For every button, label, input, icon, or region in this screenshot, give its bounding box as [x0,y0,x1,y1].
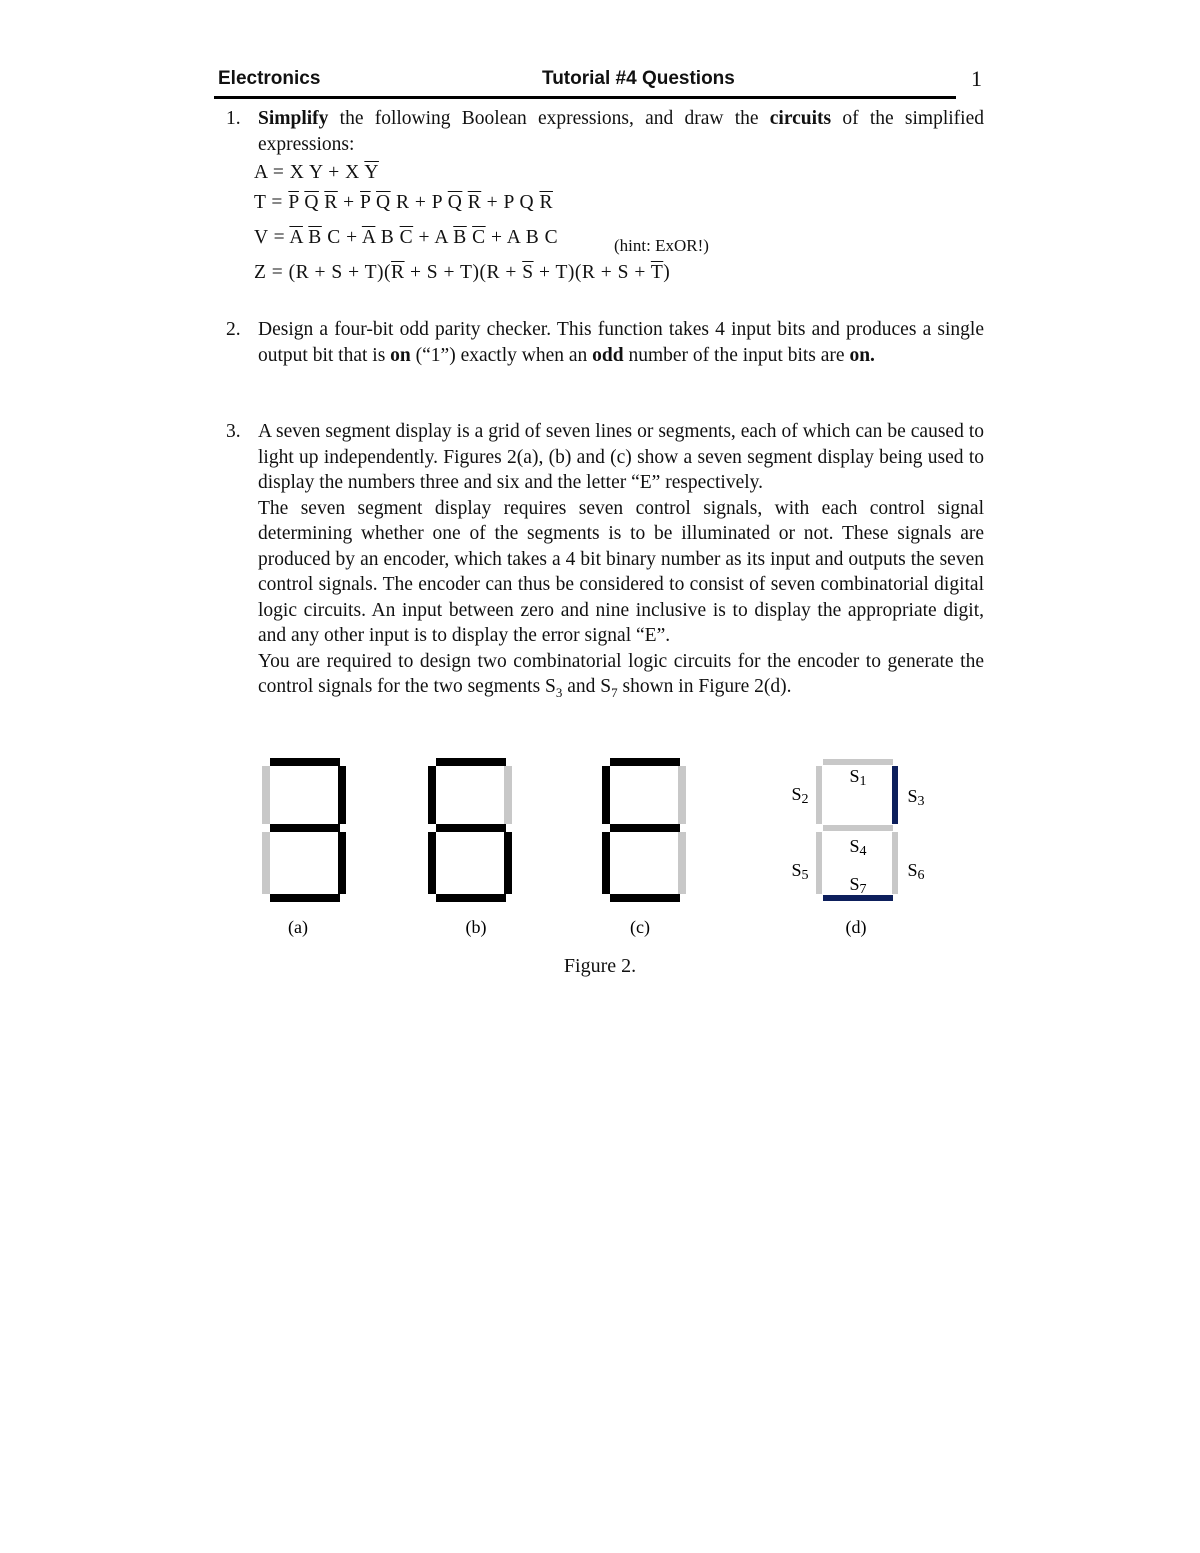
question-text [258,419,984,705]
eq-term-inverted: $\overline{R}$ [391,262,405,283]
segment-s2 [602,766,610,824]
eq-term-inverted: $\overline{C}$ [472,227,486,248]
eq-term-inverted: $\overline{Q}$ [304,192,319,213]
question-3 [226,419,984,749]
segment-label: S7 [849,874,867,897]
figure-seven-segment [0,752,1200,952]
eq-term: Z = (R + S + T)( [254,262,392,283]
page-number: 1 [971,66,982,91]
paragraph: A seven segment display is a grid of seven lines or segments, each of which can be caused to light up independently. Figures 2(a), (b) and (c) show a seven segment display being used to display the numbers three and six and the letter “E” respectively. [258,421,984,493]
eq-term-inverted: $\overline{A}$ [361,227,376,248]
segment-s1 [436,758,506,766]
page-header [214,66,982,99]
eq-term-inverted: $\overline{R}$ [539,192,553,213]
eq-term-inverted: $\overline{S}$ [522,262,534,283]
segment-s3 [504,766,512,824]
hint-text: (hint: ExOR!) [614,236,709,255]
eq-term-inverted: $\overline{Q}$ [447,192,463,213]
figure-label: (b) [465,917,487,937]
question-text [258,317,984,368]
eq-term: + A B C [485,227,559,248]
figure-label: (d) [845,917,867,937]
eq-term-inverted: $\overline{T}$ [650,262,664,283]
segment-s1 [610,758,680,766]
segment-s6 [504,832,512,894]
question-text [258,106,984,157]
text-run: Design a four-bit odd parity checker. This function takes 4 input bits and produces a single output bit that is [258,319,984,366]
segment-s5 [816,832,822,894]
bold-term: circuits [769,108,832,129]
figure-caption: Figure 2. [563,955,637,977]
text-run: number of the input bits are [623,344,850,366]
segment-s4 [436,824,506,832]
eq-term-inverted: $\overline{P}$ [288,192,299,213]
eq-term-inverted: $\overline{B}$ [308,227,322,248]
text-run: You are required to design two combinatorial logic circuits for the encoder to generate the control signals for the two segments S [258,650,984,697]
eq-term: ) [663,262,671,283]
segment-s7 [823,895,893,901]
eq-term-inverted: $\overline{P}$ [360,192,371,213]
figure-label: (c) [630,917,650,937]
segment-s1 [270,758,340,766]
eq-term: + P Q [481,192,540,213]
segment-s6 [338,832,346,894]
segment-label: S6 [907,860,925,883]
segment-label: S4 [849,836,867,859]
eq-term: B [375,227,400,248]
bold-term: odd [592,344,624,366]
segment-s6 [678,832,686,894]
header-course: Electronics [218,68,321,89]
segment-s5 [428,832,436,894]
segment-label: S3 [907,786,925,809]
segment-label: S2 [791,784,809,807]
header-title: Tutorial #4 Questions [542,68,735,89]
segment-s7 [610,894,680,902]
seven-segment-display [262,758,346,902]
segment-s4 [823,825,893,831]
segment-s4 [610,824,680,832]
eq-term-inverted: $\overline{A}$ [289,227,303,248]
eq-term-inverted: $\overline{C}$ [399,227,414,248]
equation-z [254,262,670,284]
seven-segment-display [428,758,512,902]
subscript: 3 [555,684,563,700]
subscript: 7 [611,684,618,700]
eq-term: R + P [390,192,448,213]
bold-term: on [390,344,411,366]
eq-term-inverted: $\overline{Q}$ [376,192,391,213]
question-2 [226,317,984,395]
question-number: 3. [226,421,241,442]
eq-term-inverted: $\overline{B}$ [453,227,467,248]
eq-term: T = [254,192,289,213]
segment-s4 [270,824,340,832]
text-run: and S [562,676,612,697]
text-run: of the simplified expressions: [258,108,984,155]
bold-term: Simplify [258,108,329,129]
eq-term-inverted: $\overline{R}$ [467,192,482,213]
eq-term-inverted: $\overline{R}$ [324,192,338,213]
question-number: 1. [226,108,241,129]
eq-term: V = [254,227,290,248]
eq-term: + [337,192,361,213]
figure-label: (a) [288,917,308,937]
equation-v [254,227,558,249]
bold-term: on. [849,344,875,366]
segment-s5 [262,832,270,894]
segment-s6 [892,832,898,894]
paragraph: The seven segment display requires seven control signals, with each control signal determining whether one of the segments is to be illuminated or not. These signals are produced by an encoder, which takes a 4 bit binary number as its input and outputs the seven control signals. The encoder can thus be considered to consist of seven combinatorial digital logic circuits. An input between zero and nine inclusive is to display the appropriate digit, and any other input is to display the error signal “E”. [258,497,984,646]
eq-term: + A [413,227,454,248]
eq-term: A = X Y + X [254,162,365,183]
segment-s2 [262,766,270,824]
eq-term: + S + T)(R + [404,262,523,283]
segment-s7 [436,894,506,902]
text-run: shown in Figure 2(d). [617,676,792,697]
question-number: 2. [226,319,241,340]
seven-segment-display [602,758,686,902]
equation-t [254,192,553,214]
text-run: the following Boolean expressions, and draw the [328,108,770,129]
segment-s3 [892,766,898,824]
question-1 [226,106,984,158]
segment-s5 [602,832,610,894]
segment-s2 [816,766,822,824]
segment-s2 [428,766,436,824]
paragraph [258,649,984,706]
segment-s3 [338,766,346,824]
segment-s7 [270,894,340,902]
segment-s1 [823,759,893,765]
segment-label: S1 [849,766,867,789]
segment-label: S5 [791,860,809,883]
equation-a [254,162,379,184]
eq-term: C + [321,227,362,248]
text-run: (“1”) exactly when an [410,344,593,366]
eq-term: + T)(R + S + [533,262,651,283]
eq-term-inverted: $\overline{Y}$ [364,162,379,183]
segment-s3 [678,766,686,824]
